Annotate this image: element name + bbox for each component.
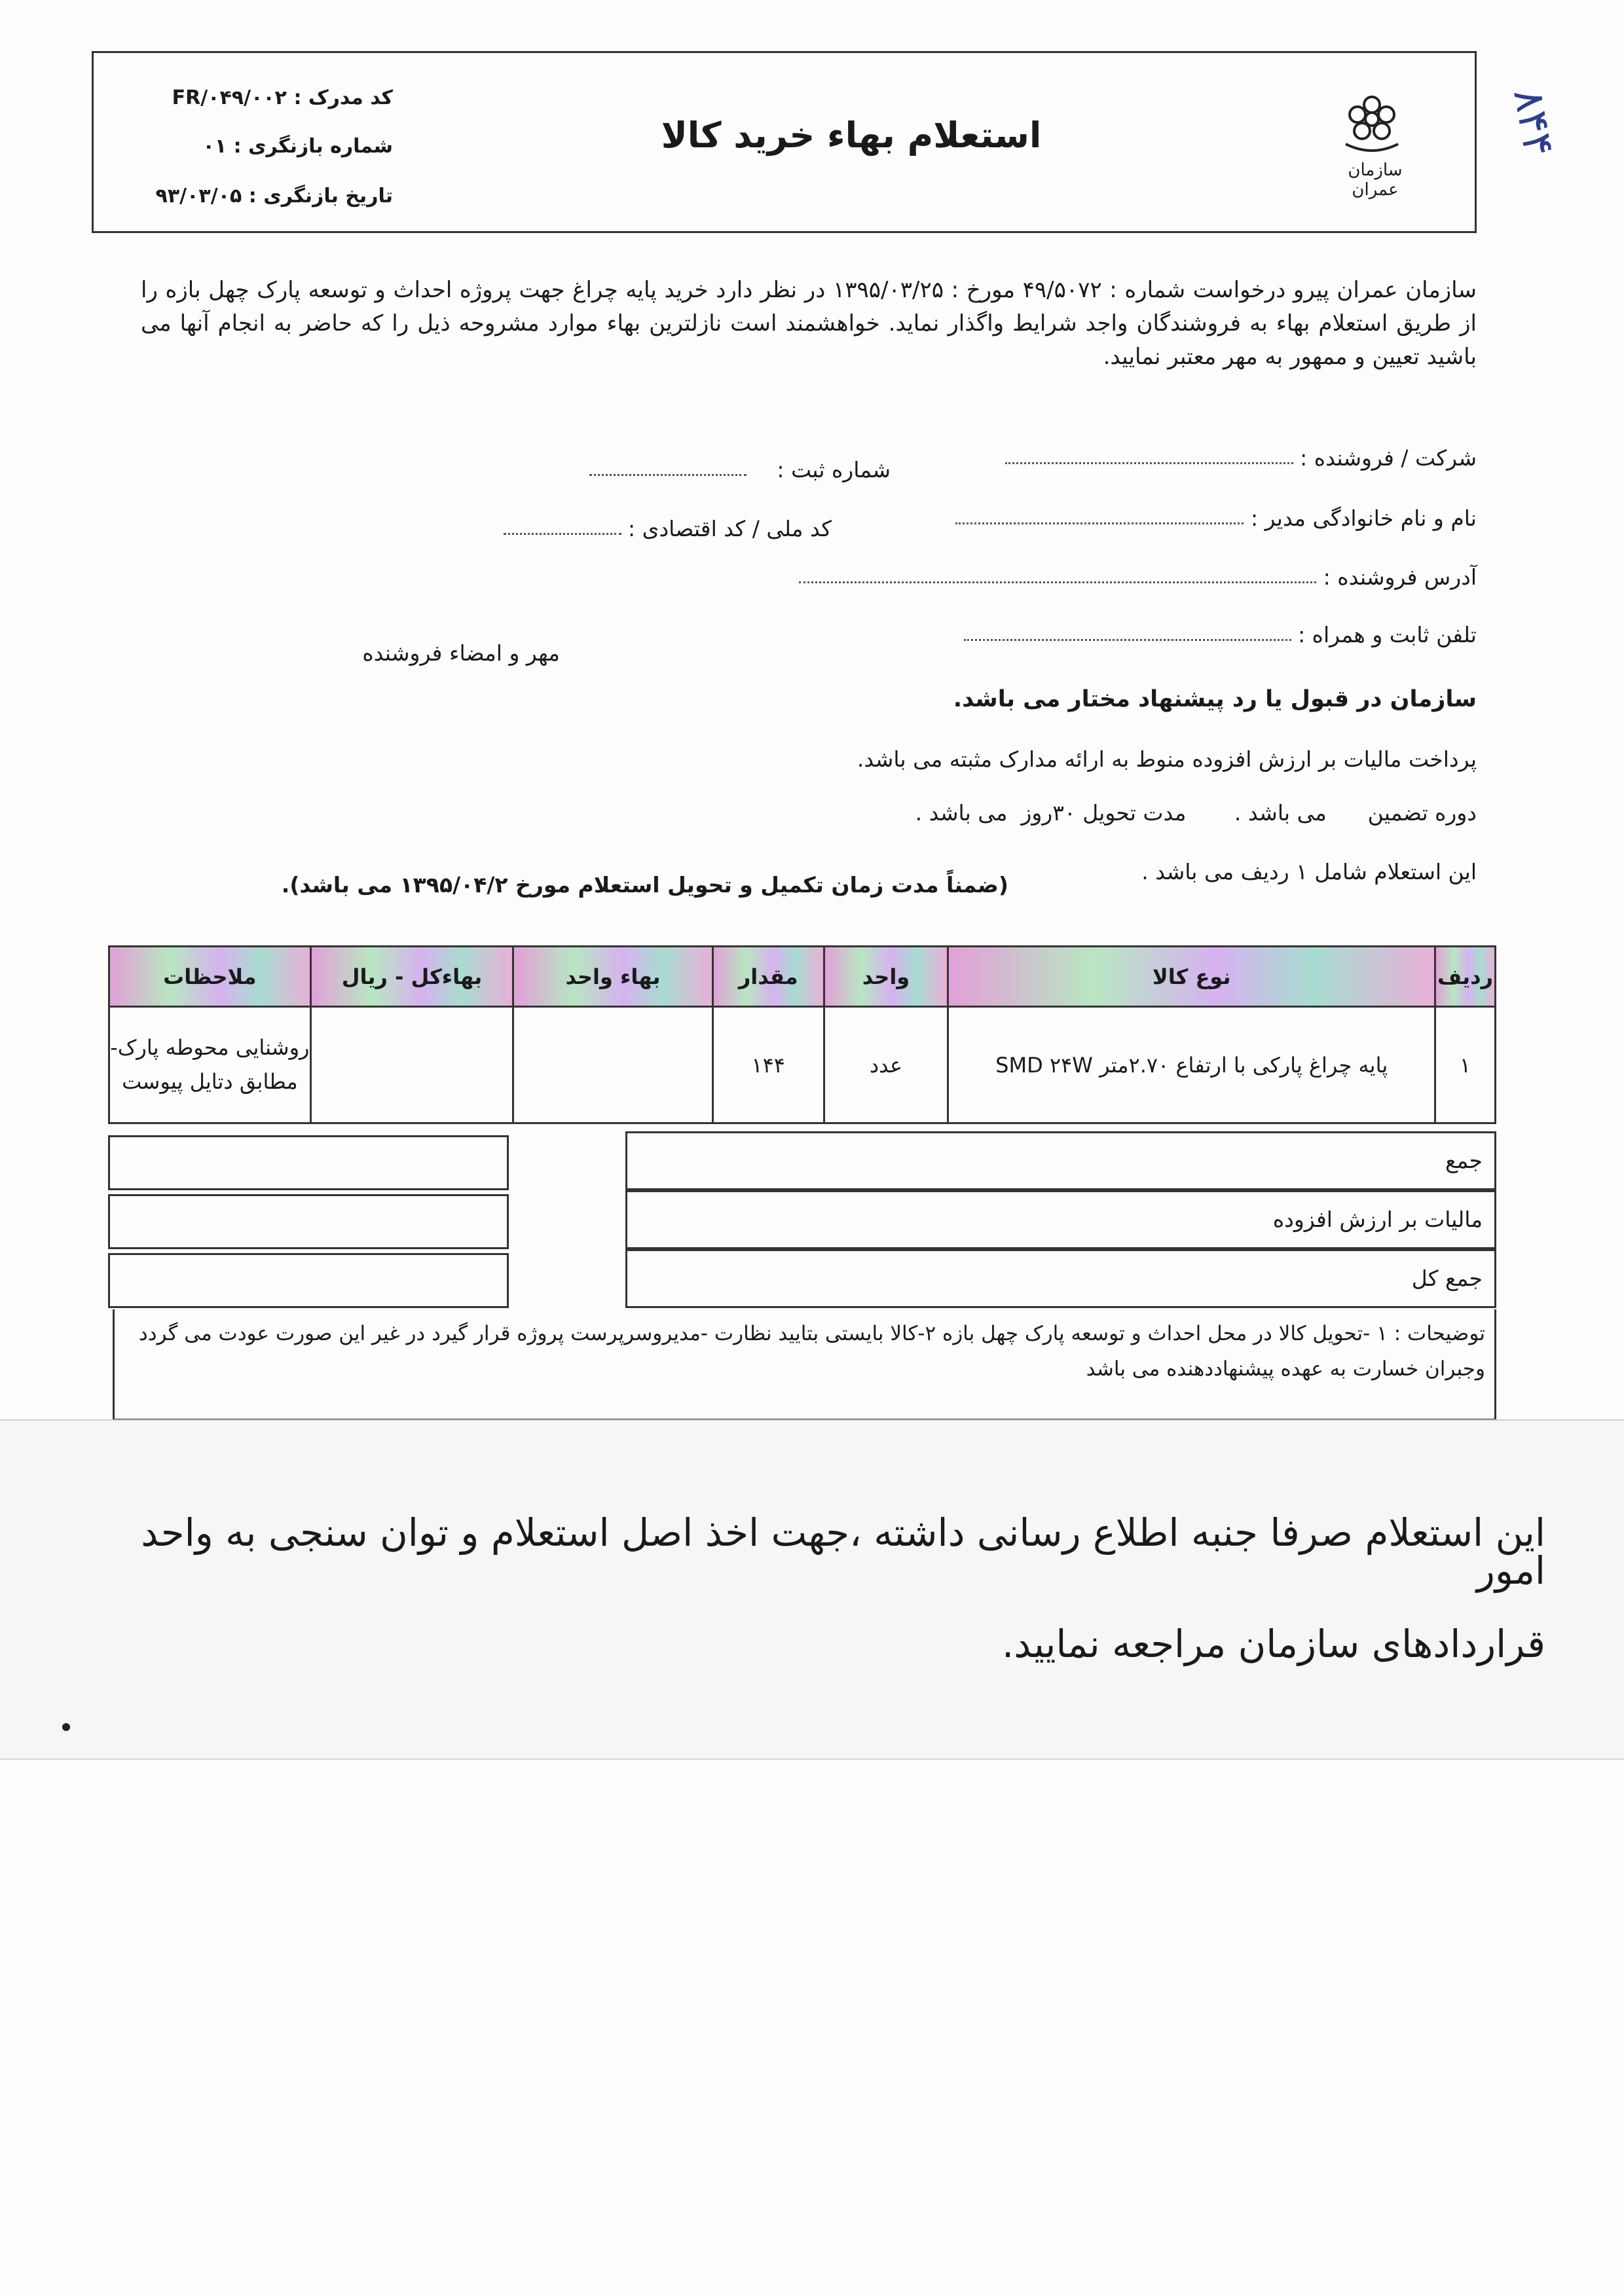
company-field bbox=[1005, 445, 1477, 471]
header-notes: ملاحظات bbox=[109, 947, 311, 1007]
national-code-blank bbox=[504, 526, 621, 535]
rows-statement: این استعلام شامل ۱ ردیف می باشد . bbox=[1141, 859, 1477, 884]
vat-row bbox=[108, 1190, 1496, 1249]
cell-notes: روشنایی محوطه پارک-مطابق دتایل پیوست bbox=[109, 1007, 311, 1123]
logo-caption: سازمان عمران bbox=[1348, 160, 1403, 200]
explanations-box bbox=[113, 1309, 1496, 1421]
cell-unit: عدد bbox=[824, 1007, 948, 1123]
table-header-row bbox=[109, 947, 1496, 1007]
table-row bbox=[109, 1007, 1496, 1123]
header-unit-price: بهاء واحد bbox=[513, 947, 713, 1007]
items-table bbox=[108, 945, 1496, 1124]
national-code-label: کد ملی / کد اقتصادی : bbox=[628, 516, 832, 541]
header-row-no: ردیف bbox=[1435, 947, 1496, 1007]
document-title: استعلام بهاء خرید کالا bbox=[661, 115, 1042, 156]
sum-row bbox=[108, 1131, 1496, 1190]
header-quantity: مقدار bbox=[712, 947, 824, 1007]
header-item: نوع کالا bbox=[948, 947, 1435, 1007]
grand-total-value-box bbox=[108, 1253, 509, 1308]
cell-row-no: ۱ bbox=[1435, 1007, 1496, 1123]
sum-value-box bbox=[108, 1135, 509, 1190]
handwritten-number: ۸۴۴ bbox=[1504, 84, 1563, 160]
bullet-dot-icon bbox=[62, 1723, 70, 1731]
manager-label: نام و نام خانوادگی مدیر : bbox=[1250, 505, 1477, 531]
disclaimer-strip bbox=[0, 1419, 1624, 1760]
reserve-statement: سازمان در قبول یا رد پیشنهاد مختار می باشد. bbox=[953, 686, 1477, 712]
vat-label: مالیات بر ارزش افزوده bbox=[625, 1190, 1496, 1249]
deadline-statement: (ضمناً مدت زمان تکمیل و تحویل استعلام مورخ ۱۳۹۵/۰۴/۲ می باشد). bbox=[281, 872, 1008, 898]
warranty-statement: دوره تضمین می باشد . مدت تحویل ۳۰روز می باشد . bbox=[915, 800, 1477, 826]
cell-quantity: ۱۴۴ bbox=[712, 1007, 824, 1123]
cell-total-price bbox=[310, 1007, 513, 1123]
company-blank bbox=[1005, 455, 1293, 464]
manager-field bbox=[955, 505, 1477, 531]
registration-field bbox=[589, 457, 891, 483]
phone-label: تلفن ثابت و همراه : bbox=[1298, 622, 1477, 647]
address-field bbox=[799, 564, 1477, 590]
vat-statement: پرداخت مالیات بر ارزش افزوده منوط به ارائه مدارک مثبته می باشد. bbox=[857, 746, 1477, 772]
manager-blank bbox=[955, 515, 1244, 524]
cell-item: پایه چراغ پارکی با ارتفاع ۲.۷۰متر SMD ۲۴W bbox=[948, 1007, 1435, 1123]
phone-blank bbox=[964, 632, 1291, 641]
national-code-field bbox=[504, 516, 832, 541]
grand-total-row bbox=[108, 1249, 1496, 1308]
registration-label: شماره ثبت : bbox=[777, 457, 891, 483]
intro-paragraph: سازمان عمران پیرو درخواست شماره : ۴۹/۵۰۷۲ مورخ : ۱۳۹۵/۰۳/۲۵ در نظر دارد خرید پایه چراغ جهت پروژه احداث و توسعه پارک چهل بازه را از طریق استعلام بهاء به فروشندگان واجد شرایط واگذار نماید. خواهشمند است نازلترین بهاء موارد مشروحه ذیل را که حاضر به انجام آنها می باشید تعیین و ممهور به مهر معتبر نمایید. bbox=[141, 277, 1477, 370]
phone-field bbox=[964, 622, 1477, 647]
revision-date: تاریخ بازنگری : ۹۳/۰۳/۰۵ bbox=[155, 185, 393, 208]
disclaimer-line-2: قراردادهای سازمان مراجعه نمایید. bbox=[1001, 1622, 1545, 1666]
address-blank bbox=[799, 574, 1316, 583]
company-label: شرکت / فروشنده : bbox=[1300, 445, 1477, 471]
vat-value-box bbox=[108, 1194, 509, 1249]
doc-code: کد مدرک : FR/۰۴۹/۰۰۲ bbox=[172, 86, 393, 109]
header-total-price: بهاءکل - ریال bbox=[310, 947, 513, 1007]
header-unit: واحد bbox=[824, 947, 948, 1007]
sum-label: جمع bbox=[625, 1131, 1496, 1190]
cell-unit-price bbox=[513, 1007, 713, 1123]
address-label: آدرس فروشنده : bbox=[1323, 564, 1477, 590]
revision-number: شماره بازنگری : ۰۱ bbox=[202, 135, 393, 158]
grand-total-label: جمع کل bbox=[625, 1249, 1496, 1308]
registration-blank bbox=[589, 467, 747, 476]
seal-label: مهر و امضاء فروشنده bbox=[362, 640, 560, 666]
explanations-text: توضیحات : ۱ -تحویل کالا در محل احداث و توسعه پارک چهل بازه ۲-کالا بایستی بتایید نظارت -مدیروسرپرست پروژه قرار گیرد در غیر این صورت عودت می گردد وجبران خسارت به عهده پیشنهاددهنده می باشد bbox=[138, 1322, 1485, 1381]
disclaimer-line-1: این استعلام صرفا جنبه اطلاع رسانی داشته ،جهت اخذ اصل استعلام و توان سنجی به واحد امور bbox=[141, 1510, 1545, 1593]
